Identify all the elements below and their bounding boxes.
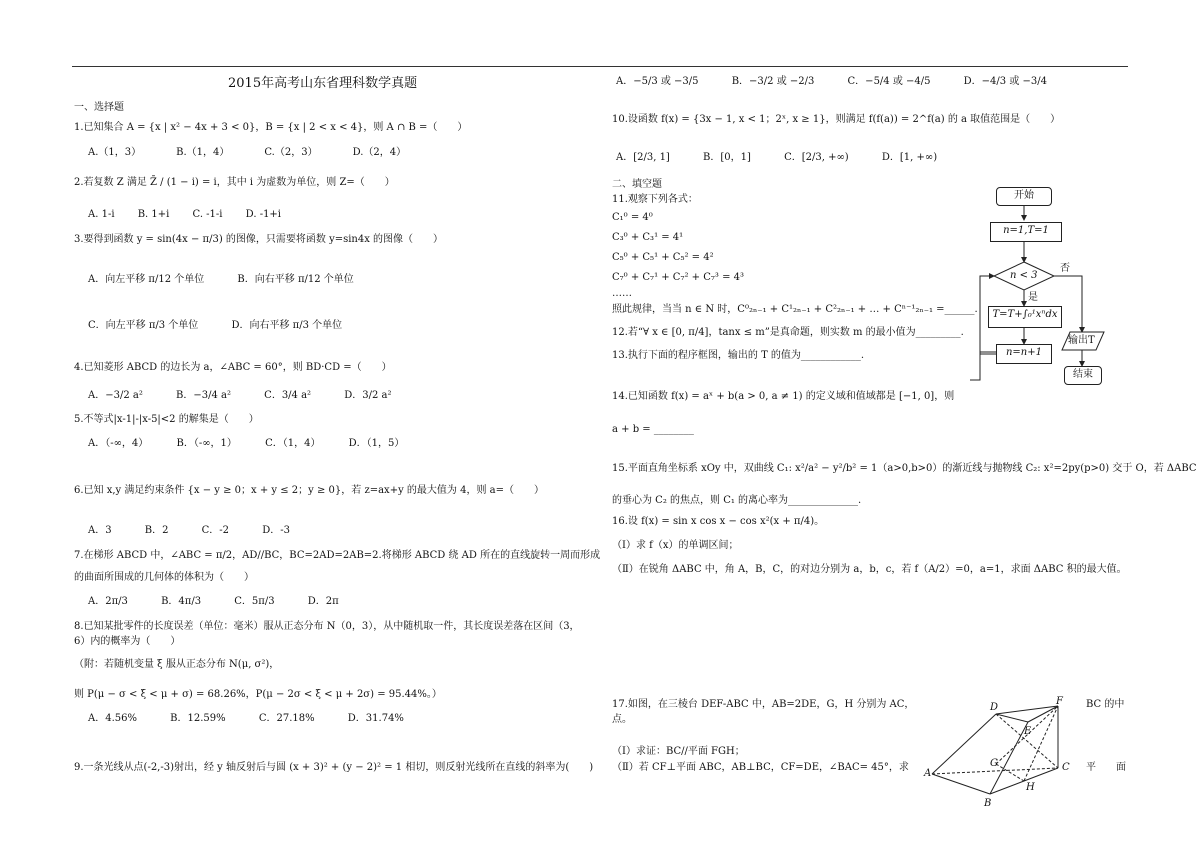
- right-line: 平 面: [1086, 762, 1126, 773]
- flowchart-condition: n < 3: [1010, 270, 1038, 281]
- label-c: C: [1062, 762, 1070, 773]
- left-line: A.（1，3） B.（1，4） C.（2，3） D.（2，4）: [88, 147, 407, 158]
- left-line: 2.若复数 Z 满足 Z̄ / (1 − i) = i，其中 i 为虚数为单位，则 Z=（ ）: [74, 177, 395, 188]
- left-line: A．（-∞，4） B．（-∞，1） C．（1，4） D．（1，5）: [88, 438, 405, 449]
- flowchart-yes-label: 是: [1028, 292, 1038, 303]
- left-line: A．3 B．2 C．-2 D．-3: [88, 525, 290, 536]
- right-line: 13.执行下面的程序框图，输出的 T 的值为____________.: [612, 350, 865, 361]
- right-line: C₃⁰ + C₃¹ = 4¹: [612, 232, 684, 243]
- left-line: A．2π/3 B．4π/3 C．5π/3 D．2π: [88, 596, 339, 607]
- label-f: F: [1056, 696, 1063, 707]
- left-line: 的曲面所围成的几何体的体积为（ ）: [74, 572, 254, 583]
- label-b: B: [984, 798, 992, 808]
- flowchart-update-t: T=T+∫₀¹xⁿdx: [988, 306, 1062, 328]
- left-line: 9.一条光线从点(-2,-3)射出，经 y 轴反射后与圆 (x + 3)² + (y − 2)² = 1 相切，则反射光线所在直线的斜率为( ): [74, 762, 594, 773]
- label-g: G: [990, 758, 998, 769]
- label-d: D: [990, 702, 999, 713]
- right-line: 11.观察下列各式：: [612, 194, 698, 205]
- left-line: 8.已知某批零件的长度误差（单位：毫米）服从正态分布 N（0，3），从中随机取一件，其长度误差落在区间（3，: [74, 621, 580, 632]
- right-line: （Ⅱ）若 CF⊥平面 ABC，AB⊥BC，CF=DE，∠BAC= 45°，求: [612, 762, 909, 773]
- left-line: 4.已知菱形 ABCD 的边长为 a，∠ABC = 60°，则 BD·CD =（ ）: [74, 362, 392, 373]
- right-line: 照此规律，当当 n ∈ N 时，C⁰₂ₙ₋₁ + C¹₂ₙ₋₁ + C²₂ₙ₋₁ + … + Cⁿ⁻¹₂ₙ₋₁ =______.: [612, 304, 978, 315]
- left-line: 5.不等式|x-1|-|x-5|<2 的解集是（ ）: [74, 414, 259, 425]
- flowchart-init: n=1,T=1: [990, 222, 1062, 242]
- right-line: C₇⁰ + C₇¹ + C₇² + C₇³ = 4³: [612, 272, 744, 283]
- label-h: H: [1026, 782, 1035, 793]
- flowchart-no-label: 否: [1060, 263, 1070, 274]
- left-line: 则 P(μ − σ < ξ < μ + σ) = 68.26%，P(μ − 2σ < ξ < μ + 2σ) = 95.44%。）: [74, 689, 442, 700]
- left-line: 3.要得到函数 y = sin(4x − π/3) 的图像，只需要将函数 y=sin4x 的图像（ ）: [74, 234, 444, 245]
- right-line: ……: [612, 288, 632, 299]
- right-line: 14.已知函数 f(x) = aˣ + b(a > 0, a ≠ 1) 的定义域和值域都是 [−1, 0]，则: [612, 391, 955, 402]
- right-line: 12.若“∀ x ∈ [0, π/4]，tanx ≤ m”是真命题，则实数 m 的最小值为_________.: [612, 327, 964, 338]
- right-line: C₁⁰ = 4⁰: [612, 212, 653, 223]
- flowchart-output: 输出T: [1068, 335, 1095, 346]
- right-line: C₅⁰ + C₅¹ + C₅² = 4²: [612, 252, 714, 263]
- section-choice-heading: 一、选择题: [74, 102, 124, 113]
- right-line: 17.如图，在三棱台 DEF-ABC 中，AB=2DE，G，H 分别为 AC，: [612, 699, 915, 710]
- left-line: A. 1-i B. 1+i C. -1-i D. -1+i: [88, 209, 282, 220]
- label-e: E: [1024, 726, 1032, 737]
- right-line: A．[2/3, 1] B．[0，1] C．[2/3, +∞) D．[1, +∞): [616, 152, 938, 163]
- right-line: （Ⅰ）求证：BC//平面 FGH；: [612, 746, 745, 757]
- right-line: 二、填空题: [612, 179, 662, 190]
- right-line: 点。: [612, 714, 632, 725]
- left-line: 1.已知集合 A = {x | x² − 4x + 3 < 0}，B = {x | 2 < x < 4}，则 A ∩ B =（ ）: [74, 122, 468, 133]
- flowchart-update-n: n=n+1: [996, 344, 1052, 364]
- page-title: 2015年高考山东省理科数学真题: [228, 76, 418, 91]
- right-line: a + b = ________: [612, 424, 694, 435]
- flowchart-start: 开始: [996, 187, 1052, 206]
- header-rule: [72, 66, 1128, 67]
- right-line: 15.平面直角坐标系 xOy 中，双曲线 C₁: x²/a² − y²/b² = 1（a>0,b>0）的渐近线与抛物线 C₂: x²=2py(p>0) 交于 O，若 ΔABC: [612, 463, 1197, 474]
- right-line: （Ⅰ）求 f（x）的单调区间；: [612, 540, 739, 551]
- right-line: 的垂心为 C₂ 的焦点，则 C₁ 的离心率为______________.: [612, 495, 862, 506]
- right-line: BC 的中: [1086, 699, 1125, 710]
- left-line: 6）内的概率为（ ）: [74, 636, 181, 647]
- left-line: A．−3/2 a² B．−3/4 a² C．3/4 a² D．3/2 a²: [88, 390, 392, 401]
- label-a: A: [924, 768, 932, 779]
- left-line: A．4.56% B．12.59% C．27.18% D．31.74%: [88, 713, 404, 724]
- frustum-figure: [922, 696, 1092, 808]
- left-line: （附：若随机变量 ξ 服从正态分布 N(μ, σ²)，: [74, 659, 280, 670]
- left-line: A．向左平移 π/12 个单位 B．向右平移 π/12 个单位: [88, 274, 354, 285]
- flowchart-end: 结束: [1064, 366, 1102, 385]
- right-line: 10.设函数 f(x) = {3x − 1, x < 1；2ˣ, x ≥ 1}，则满足 f(f(a)) = 2^f(a) 的 a 取值范围是（ ）: [612, 114, 1061, 125]
- right-line: （Ⅱ）在锐角 ΔABC 中，角 A，B，C，的对边分别为 a，b，c，若 f（A/2）=0，a=1，求面 ΔABC 积的最大值。: [612, 564, 1127, 575]
- right-line: A．−5/3 或 −3/5 B．−3/2 或 −2/3 C．−5/4 或 −4/5 D．−4/3 或 −3/4: [616, 76, 1047, 87]
- left-line: C．向左平移 π/3 个单位 D．向右平移 π/3 个单位: [88, 320, 343, 331]
- left-line: 7.在梯形 ABCD 中，∠ABC = π/2，AD//BC，BC=2AD=2AB=2.将梯形 ABCD 绕 AD 所在的直线旋转一周而形成: [74, 550, 601, 561]
- right-line: 16.设 f(x) = sin x cos x − cos x²(x + π/4)。: [612, 516, 825, 527]
- left-line: 6.已知 x,y 满足约束条件 {x − y ≥ 0；x + y ≤ 2；y ≥ 0}，若 z=ax+y 的最大值为 4，则 a=（ ）: [74, 485, 544, 496]
